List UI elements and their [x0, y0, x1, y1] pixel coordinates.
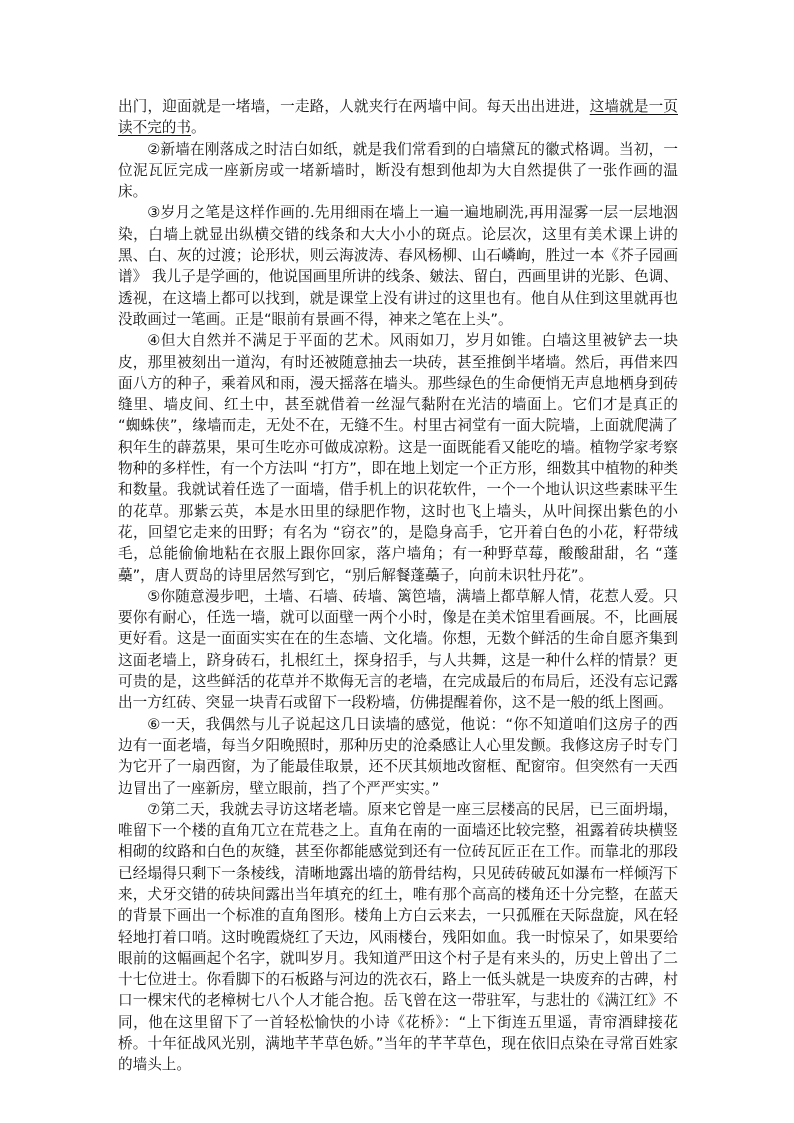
paragraph-7: ⑦第二天，我就去寻访这堵老墙。原来它曾是一座三层楼高的民居，已三面坍塌，唯留下一个楼的直角兀立在荒巷之上。直角在南的一面墙还比较完整，祖露着砖块横竖相砌的纹路和白色的灰缝，甚至你都能感觉到还有一位砖瓦匠正在工作。而靠北的那段已经塌得只剩下一条棱线，清晰地露出墙的筋骨结构，只见砖砖破瓦如瀑布一样倾泻下来，犬牙交错的砖块间露出当年填充的红土，唯有那个高高的楼角还十分完整，在蓝天的背景下画出一个标准的直角图形。楼角上方白云来去，一只孤雁在天际盘旋，风在轻轻地打着口哨。这时晚霞烧红了天边，风雨楼台，残阳如血。我一时惊呆了，如果要给眼前的这幅画起个名字，就叫岁月。我知道严田这个村子是有来头的，历史上曾出了二十七位进士。你看脚下的石板路与河边的洗衣石，路上一低头就是一块废弃的古碑，村口一棵宋代的老樟树七八个人才能合抱。岳飞曾在这一带驻军，与悲壮的《满江红》不同，他在这里留下了一首轻松愉快的小诗《花桥》：“上下街连五里遥，青帘酒肆接花桥。十年征战风光别，满地芊芊草色娇。”当年的芊芊草色，现在依旧点染在寻常百姓家的墙头上。: [118, 800, 678, 1074]
paragraph-5: ⑤你随意漫步吧，土墙、石墙、砖墙、篱笆墙，满墙上都草解人情，花惹人爱。只要你有耐心，任选一墙，就可以面壁一两个小时，像是在美术馆里看画展。不，比画展更好看。这是一面面实实在在的生态墙、文化墙。你想，无数个鲜活的生命自愿齐集到这面老墙上，跻身砖石，扎根红土，探身招手，与人共舞，这是一种什么样的情景？更可贵的是，这些鲜活的花草并不欺侮无言的老墙，在完成最后的布局后，还没有忘记露出一方红砖、突显一块青石或留下一段粉墙，仿佛提醒着你，这不是一般的纸上图画。: [118, 587, 678, 712]
paragraph-3: ③岁月之笔是这样作画的.先用细雨在墙上一遍一遍地刷洗,再用湿雾一层一层地洇染，白墙上就显出纵横交错的线条和大大小小的斑点。论层次，这里有美术课上讲的黑、白、灰的过渡；论形状，则云海波涛、春风杨柳、山石嶙峋，胜过一本《芥子园画谱》 我儿子是学画的，他说国画里所讲的线条、皴法、留白，西画里讲的光影、色调、透视，在这墙上都可以找到，就是课堂上没有讲过的这里也有。他自从住到这里就再也没敢画过一笔画。正是“眼前有景画不得，神来之笔在上头”。: [118, 204, 678, 328]
document-body: [118, 96, 678, 1076]
underlined-sentence: 这墙就是一页读不完的书: [118, 98, 678, 137]
paragraph-2: ②新墙在刚落成之时洁白如纸，就是我们常看到的白墙黛瓦的徽式格调。当初，一位泥瓦匠完成一座新房或一堵新墙时，断没有想到他却为大自然提供了一张作画的温床。: [118, 140, 678, 201]
paragraph-text: 。: [190, 119, 206, 137]
paragraph-text: 出门，迎面就是一堵墙，一走路，人就夹行在两墙中间。每天出出进进，: [118, 98, 590, 115]
paragraph-6: ⑥一天，我偶然与儿子说起这几日读墙的感觉，他说：“你不知道咱们这房子的西边有一面老墙，每当夕阳晚照时，那种历史的沧桑感让人心里发颤。我修这房子时专门为它开了一扇西窗，为了能最佳取景，还不厌其烦地改窗框、配窗帘。但突然有一天西边冒出了一座新房，壁立眼前，挡了个严严实实。”: [118, 715, 678, 797]
paragraph-1-continuation: [118, 96, 678, 139]
paragraph-4: ④但大自然并不满足于平面的艺术。风雨如刀，岁月如锥。白墙这里被铲去一块皮，那里被刻出一道沟，有时还被随意抽去一块砖，甚至推倒半堵墙。然后，再借来四面八方的种子，乘着风和雨，漫天摇落在墙头。那些绿色的生命便悄无声息地栖身到砖缝里、墙皮间、红土中，甚至就借着一丝湿气黏附在光洁的墙面上。它们才是真正的 “蜘蛛侠”，缘墙而走，无处不在，无缝不生。村里古祠堂有一面大院墙，上面就爬满了积年生的薜荔果，果可生吃亦可做成凉粉。这是一面既能看又能吃的墙。植物学家考察物种的多样性，有一个方法叫 “打方”，即在地上划定一个正方形，细数其中植物的种类和数量。我就试着任选了一面墙，借手机上的识花软件，一个一个地认识这些素昧平生的花草。那紫云英，本是水田里的绿肥作物，这时也飞上墙头，从叶间探出紫色的小花，回望它走来的田野；有名为 “窃衣”的，是隐身高手，它开着白色的小花，籽带绒毛，总能偷偷地粘在衣服上跟你回家，落户墙角；有一种野草莓，酸酸甜甜，名 “蓬蘽”，唐人贾岛的诗里居然写到它，“别后解餐蓬蘽子，向前未识牡丹花”。: [118, 332, 678, 584]
